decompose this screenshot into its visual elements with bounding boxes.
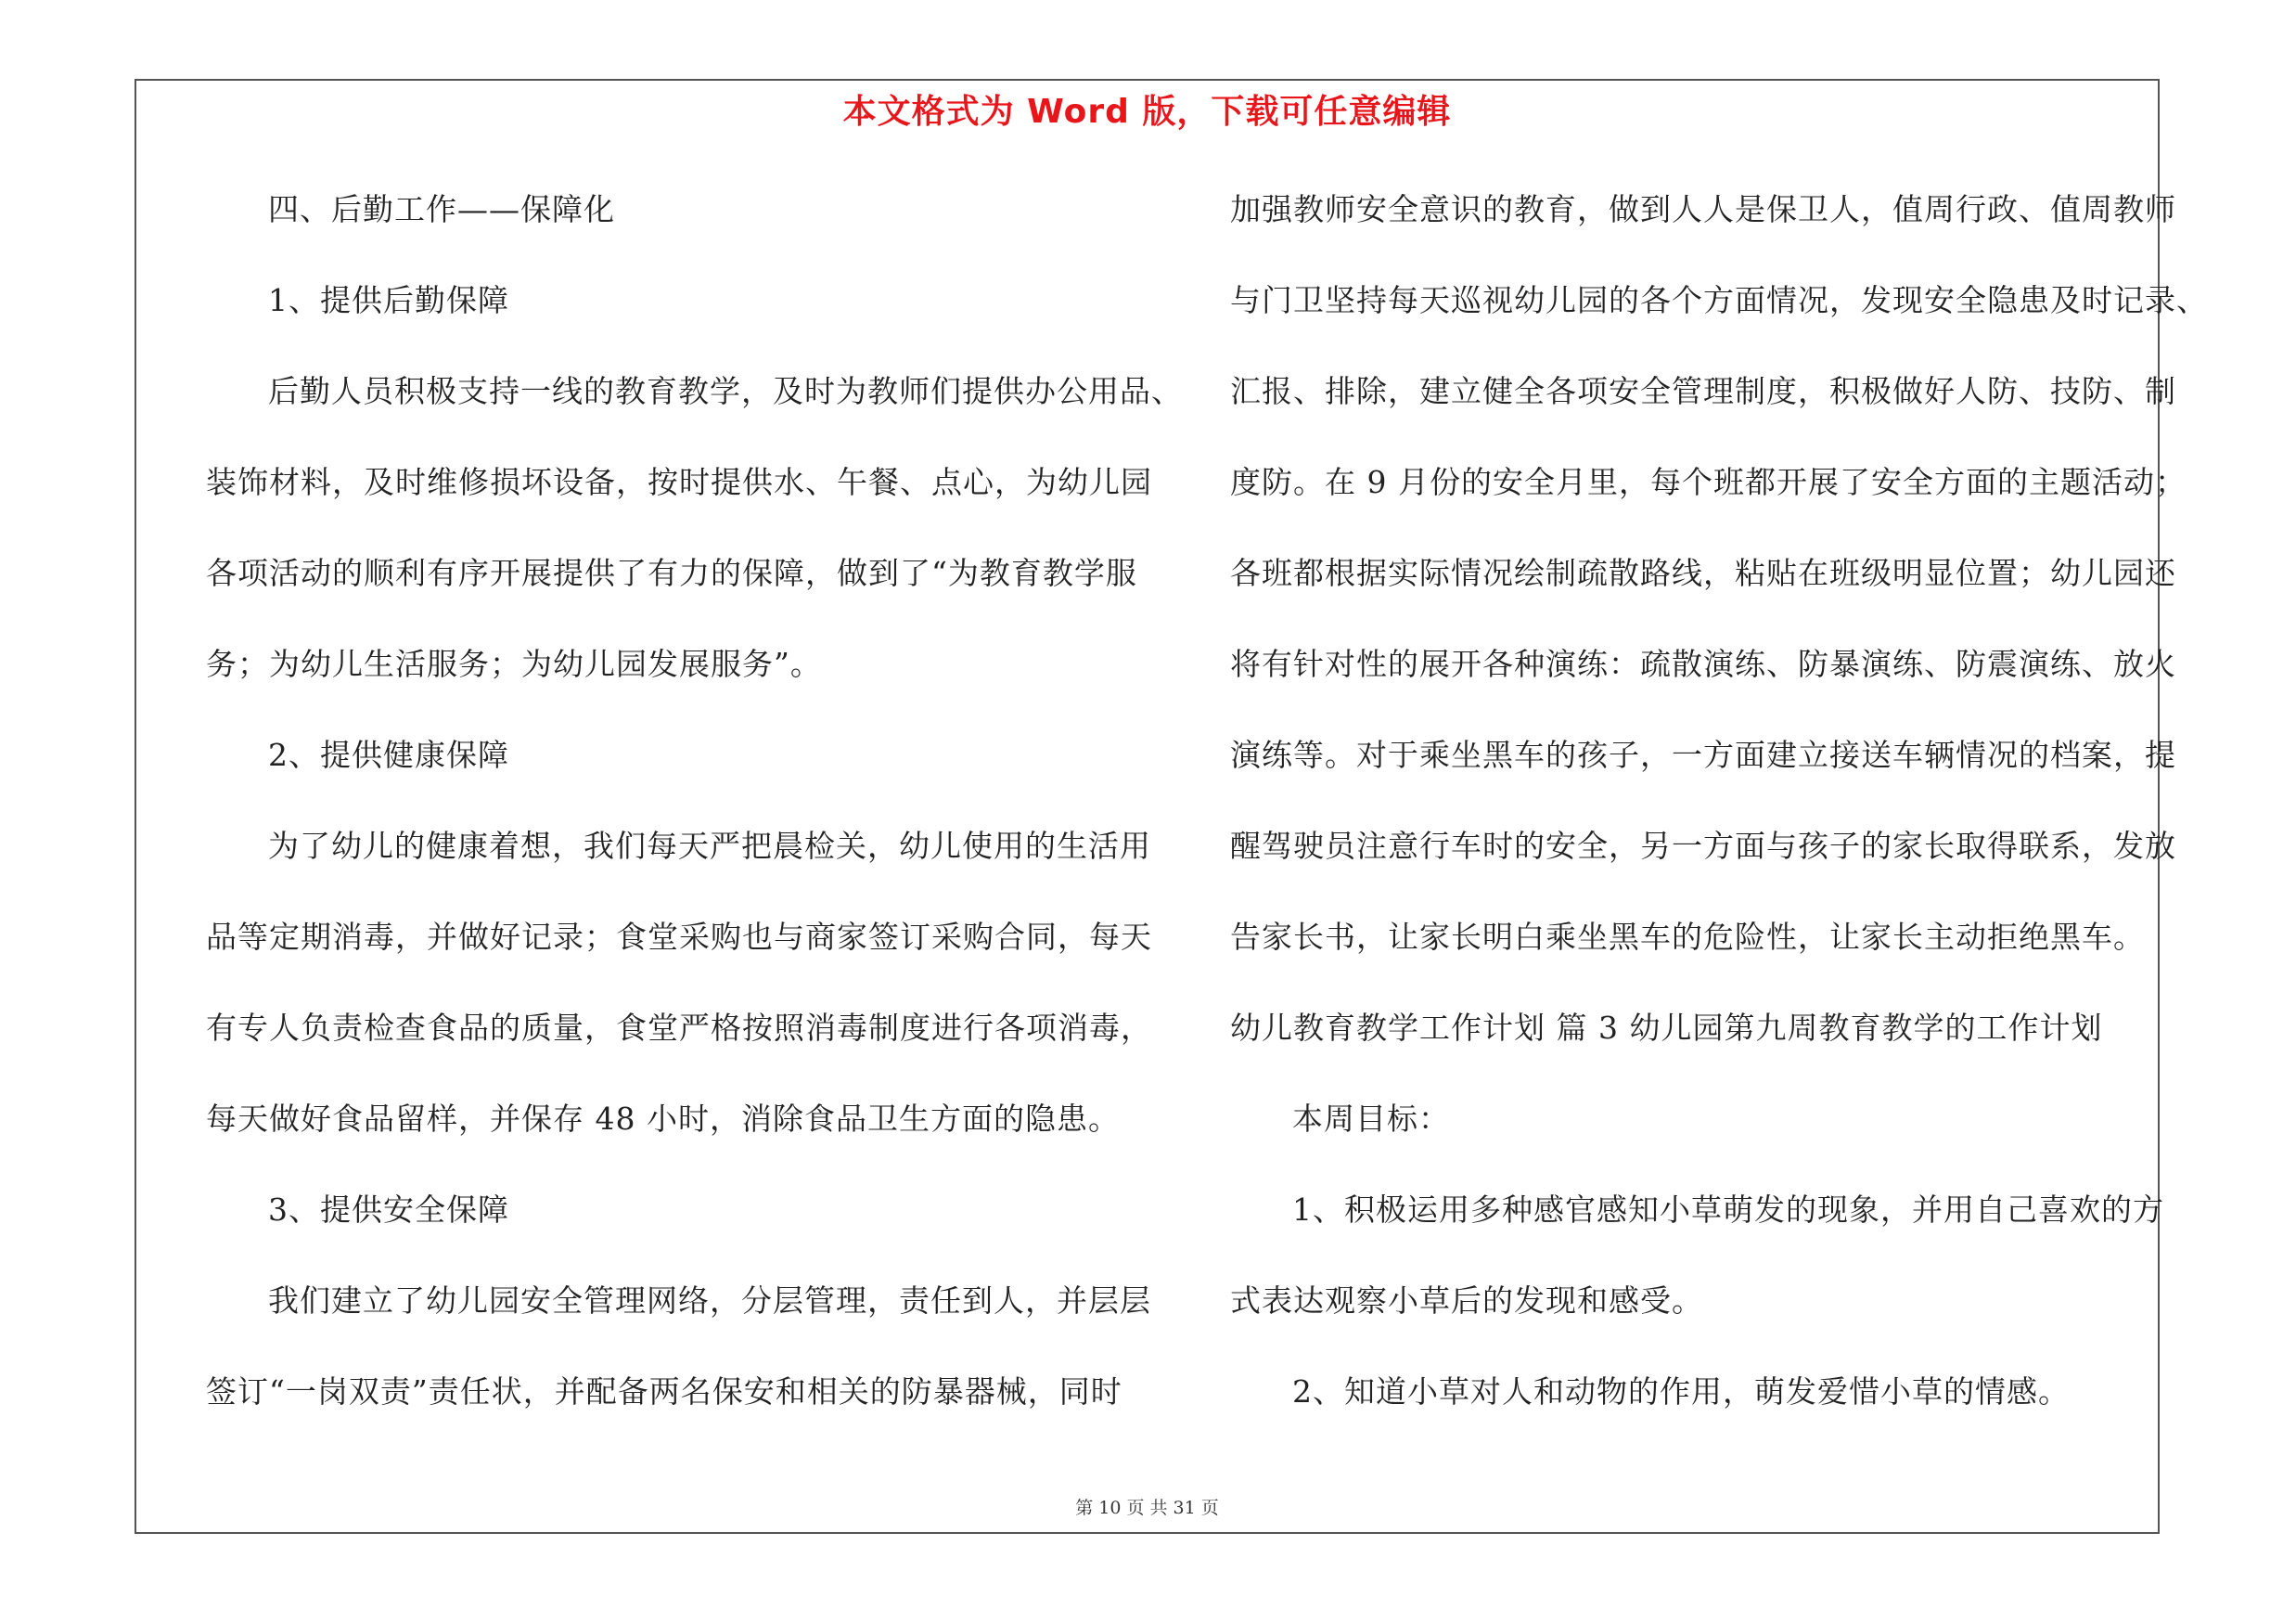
- paragraph-line: 有专人负责检查食品的质量，食堂严格按照消毒制度进行各项消毒，: [206, 1010, 1152, 1046]
- format-banner: 本文格式为 Word 版，下载可任意编辑: [842, 93, 1452, 131]
- paragraph-line: 告家长书，让家长明白乘坐黑车的危险性，让家长主动拒绝黑车。: [1230, 919, 2145, 955]
- subheading: 2、提供健康保障: [268, 737, 509, 773]
- paragraph-line: 2、知道小草对人和动物的作用，萌发爱惜小草的情感。: [1292, 1373, 2070, 1410]
- paragraph-line: 签订“一岗双责”责任状，并配备两名保安和相关的防暴器械，同时: [206, 1373, 1122, 1410]
- subheading: 3、提供安全保障: [268, 1191, 509, 1228]
- paragraph-line: 加强教师安全意识的教育，做到人人是保卫人，值周行政、值周教师: [1230, 191, 2176, 227]
- paragraph-line: 为了幼儿的健康着想，我们每天严把晨检关，幼儿使用的生活用: [268, 828, 1151, 864]
- paragraph-line: 每天做好食品留样，并保存 48 小时，消除食品卫生方面的隐患。: [206, 1101, 1120, 1137]
- section-heading: 四、后勤工作——保障化: [268, 191, 615, 227]
- paragraph-line: 各班都根据实际情况绘制疏散路线，粘贴在班级明显位置；幼儿园还: [1230, 555, 2176, 591]
- document-title-line: 幼儿教育教学工作计划 篇 3 幼儿园第九周教育教学的工作计划: [1230, 1010, 2103, 1046]
- paragraph-line: 我们建立了幼儿园安全管理网络，分层管理，责任到人，并层层: [268, 1282, 1151, 1319]
- paragraph-line: 各项活动的顺利有序开展提供了有力的保障，做到了“为教育教学服: [206, 555, 1137, 591]
- page-number-footer: 第 10 页 共 31 页: [1075, 1498, 1219, 1518]
- paragraph-line: 演练等。对于乘坐黑车的孩子，一方面建立接送车辆情况的档案，提: [1230, 737, 2176, 773]
- left-column: [206, 182, 1183, 1455]
- paragraph-line: 品等定期消毒，并做好记录；食堂采购也与商家签订采购合同，每天: [206, 919, 1152, 955]
- paragraph-line: 务；为幼儿生活服务；为幼儿园发展服务”。: [206, 646, 822, 682]
- paragraph-line: 汇报、排除，建立健全各项安全管理制度，积极做好人防、技防、制: [1230, 373, 2176, 409]
- paragraph-line: 将有针对性的展开各种演练：疏散演练、防暴演练、防震演练、放火: [1230, 646, 2176, 682]
- right-column: [1230, 182, 2208, 1455]
- paragraph-line: 与门卫坚持每天巡视幼儿园的各个方面情况，发现安全隐患及时记录、: [1230, 282, 2208, 318]
- paragraph-line: 后勤人员积极支持一线的教育教学，及时为教师们提供办公用品、: [268, 373, 1183, 409]
- paragraph-line: 度防。在 9 月份的安全月里，每个班都开展了安全方面的主题活动；: [1230, 464, 2187, 500]
- paragraph-line: 1、积极运用多种感官感知小草萌发的现象，并用自己喜欢的方: [1292, 1191, 2164, 1228]
- paragraph-line: 式表达观察小草后的发现和感受。: [1230, 1282, 1703, 1319]
- paragraph-line: 醒驾驶员注意行车时的安全，另一方面与孩子的家长取得联系，发放: [1230, 828, 2176, 864]
- subheading: 本周目标：: [1292, 1101, 1450, 1137]
- subheading: 1、提供后勤保障: [268, 282, 509, 318]
- paragraph-line: 装饰材料，及时维修损坏设备，按时提供水、午餐、点心，为幼儿园: [206, 464, 1152, 500]
